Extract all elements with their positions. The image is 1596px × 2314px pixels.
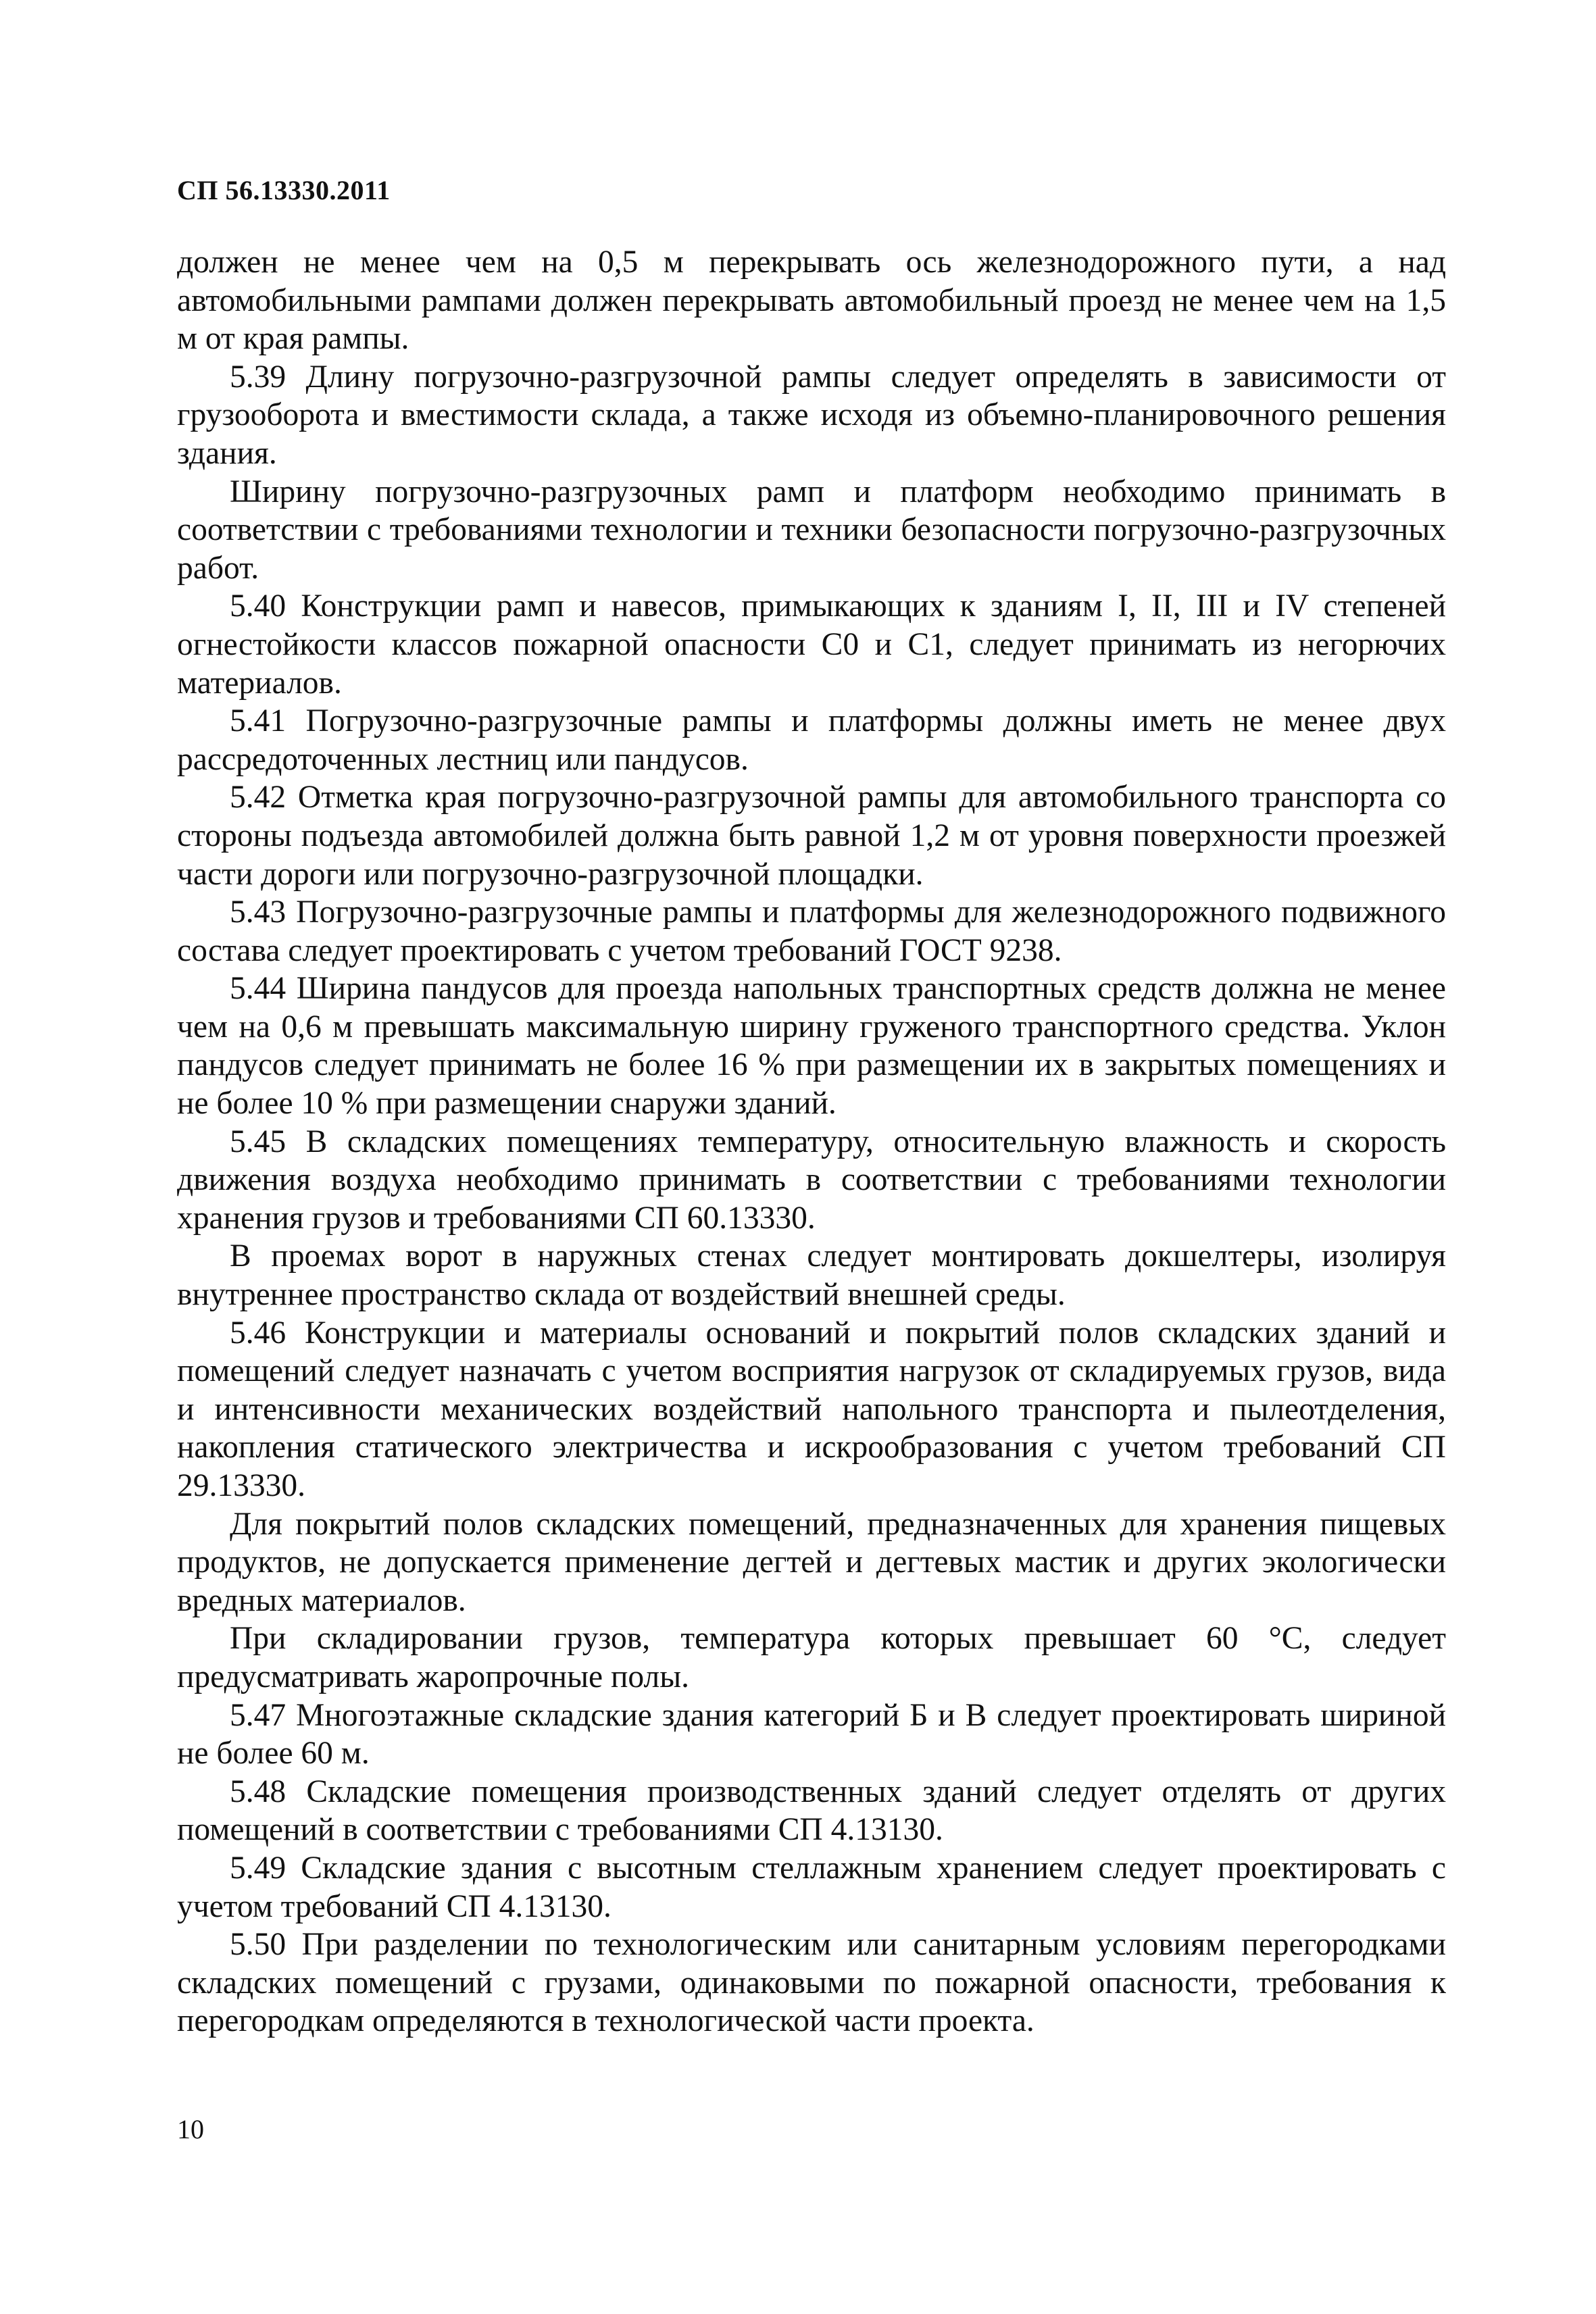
document-body — [177, 243, 1446, 2040]
paragraph-continuation: должен не менее чем на 0,5 м перекрывать ось железнодорожного пути, а над автомобильными рампами должен перекрывать автомобильный проезд не менее чем на 1,5 м от края рампы. — [177, 245, 1446, 357]
paragraph-5-50: 5.50 При разделении по технологическим или санитарным условиям перегородками складских помещений с грузами, одинаковыми по пожарной опасности, требования к перегородкам определяются в технологической части проекта. — [177, 1927, 1446, 2039]
paragraph-5-42: 5.42 Отметка края погрузочно-разгрузочной рампы для автомобильного транспорта со стороны подъезда автомобилей должна быть равной 1,2 м от уровня поверхности проезжей части дороги или погрузочно-разгрузочной площадки. — [177, 780, 1446, 892]
paragraph-5-46: 5.46 Конструкции и материалы оснований и покрытий полов складских зданий и помещений следует назначать с учетом восприятия нагрузок от складируемых грузов, вида и интенсивности механических воздействий напольного транспорта и пылеотделения, накопления статического электричества и искрообразования с учетом требований СП 29.13330. — [177, 1315, 1446, 1503]
paragraph-5-49: 5.49 Складские здания с высотным стеллажным хранением следует проектировать с учетом требований СП 4.13130. — [177, 1850, 1446, 1924]
paragraph-heat-resistant-floors: При складировании грузов, температура которых превышает 60 °С, следует предусматривать жаропрочные полы. — [177, 1621, 1446, 1694]
paragraph-5-39: 5.39 Длину погрузочно-разгрузочной рампы следует определять в зависимости от грузооборота и вместимости склада, а также исходя из объемно-планировочного решения здания. — [177, 359, 1446, 471]
paragraph-5-40: 5.40 Конструкции рамп и навесов, примыкающих к зданиям I, II, III и IV степеней огнестойкости классов пожарной опасности С0 и С1, следует принимать из негорючих материалов. — [177, 588, 1446, 701]
paragraph-5-43: 5.43 Погрузочно-разгрузочные рампы и платформы для железнодорожного подвижного состава следует проектировать с учетом требований ГОСТ 9238. — [177, 895, 1446, 968]
document-code-header: СП 56.13330.2011 — [177, 175, 391, 205]
paragraph-5-41: 5.41 Погрузочно-разгрузочные рампы и платформы должны иметь не менее двух рассредоточенных лестниц или пандусов. — [177, 703, 1446, 777]
paragraph-5-47: 5.47 Многоэтажные складские здания категорий Б и В следует проектировать шириной не более 60 м. — [177, 1697, 1446, 1771]
paragraph-5-44: 5.44 Ширина пандусов для проезда напольных транспортных средств должна не менее чем на 0,6 м превышать максимальную ширину груженого транспортного средства. Уклон пандусов следует принимать не более 16 % при размещении их в закрытых помещениях и не более 10 % при размещении снаружи зданий. — [177, 971, 1446, 1122]
paragraph-ramp-width: Ширину погрузочно-разгрузочных рамп и платформ необходимо принимать в соответствии с требованиями технологии и техники безопасности погрузочно-разгрузочных работ. — [177, 474, 1446, 586]
paragraph-5-48: 5.48 Складские помещения производственных зданий следует отделять от других помещений в соответствии с требованиями СП 4.13130. — [177, 1774, 1446, 1848]
paragraph-gate-openings: В проемах ворот в наружных стенах следует монтировать докшелтеры, изолируя внутреннее пространство склада от воздействий внешней среды. — [177, 1238, 1446, 1313]
paragraph-food-storage-floors: Для покрытий полов складских помещений, предназначенных для хранения пищевых продуктов, не допускается применение дегтей и дегтевых мастик и других экологически вредных материалов. — [177, 1506, 1446, 1618]
page-number: 10 — [177, 2114, 204, 2144]
paragraph-5-45: 5.45 В складских помещениях температуру, относительную влажность и скорость движения воздуха необходимо принимать в соответствии с требованиями технологии хранения грузов и требованиями СП 60.13330. — [177, 1124, 1446, 1236]
